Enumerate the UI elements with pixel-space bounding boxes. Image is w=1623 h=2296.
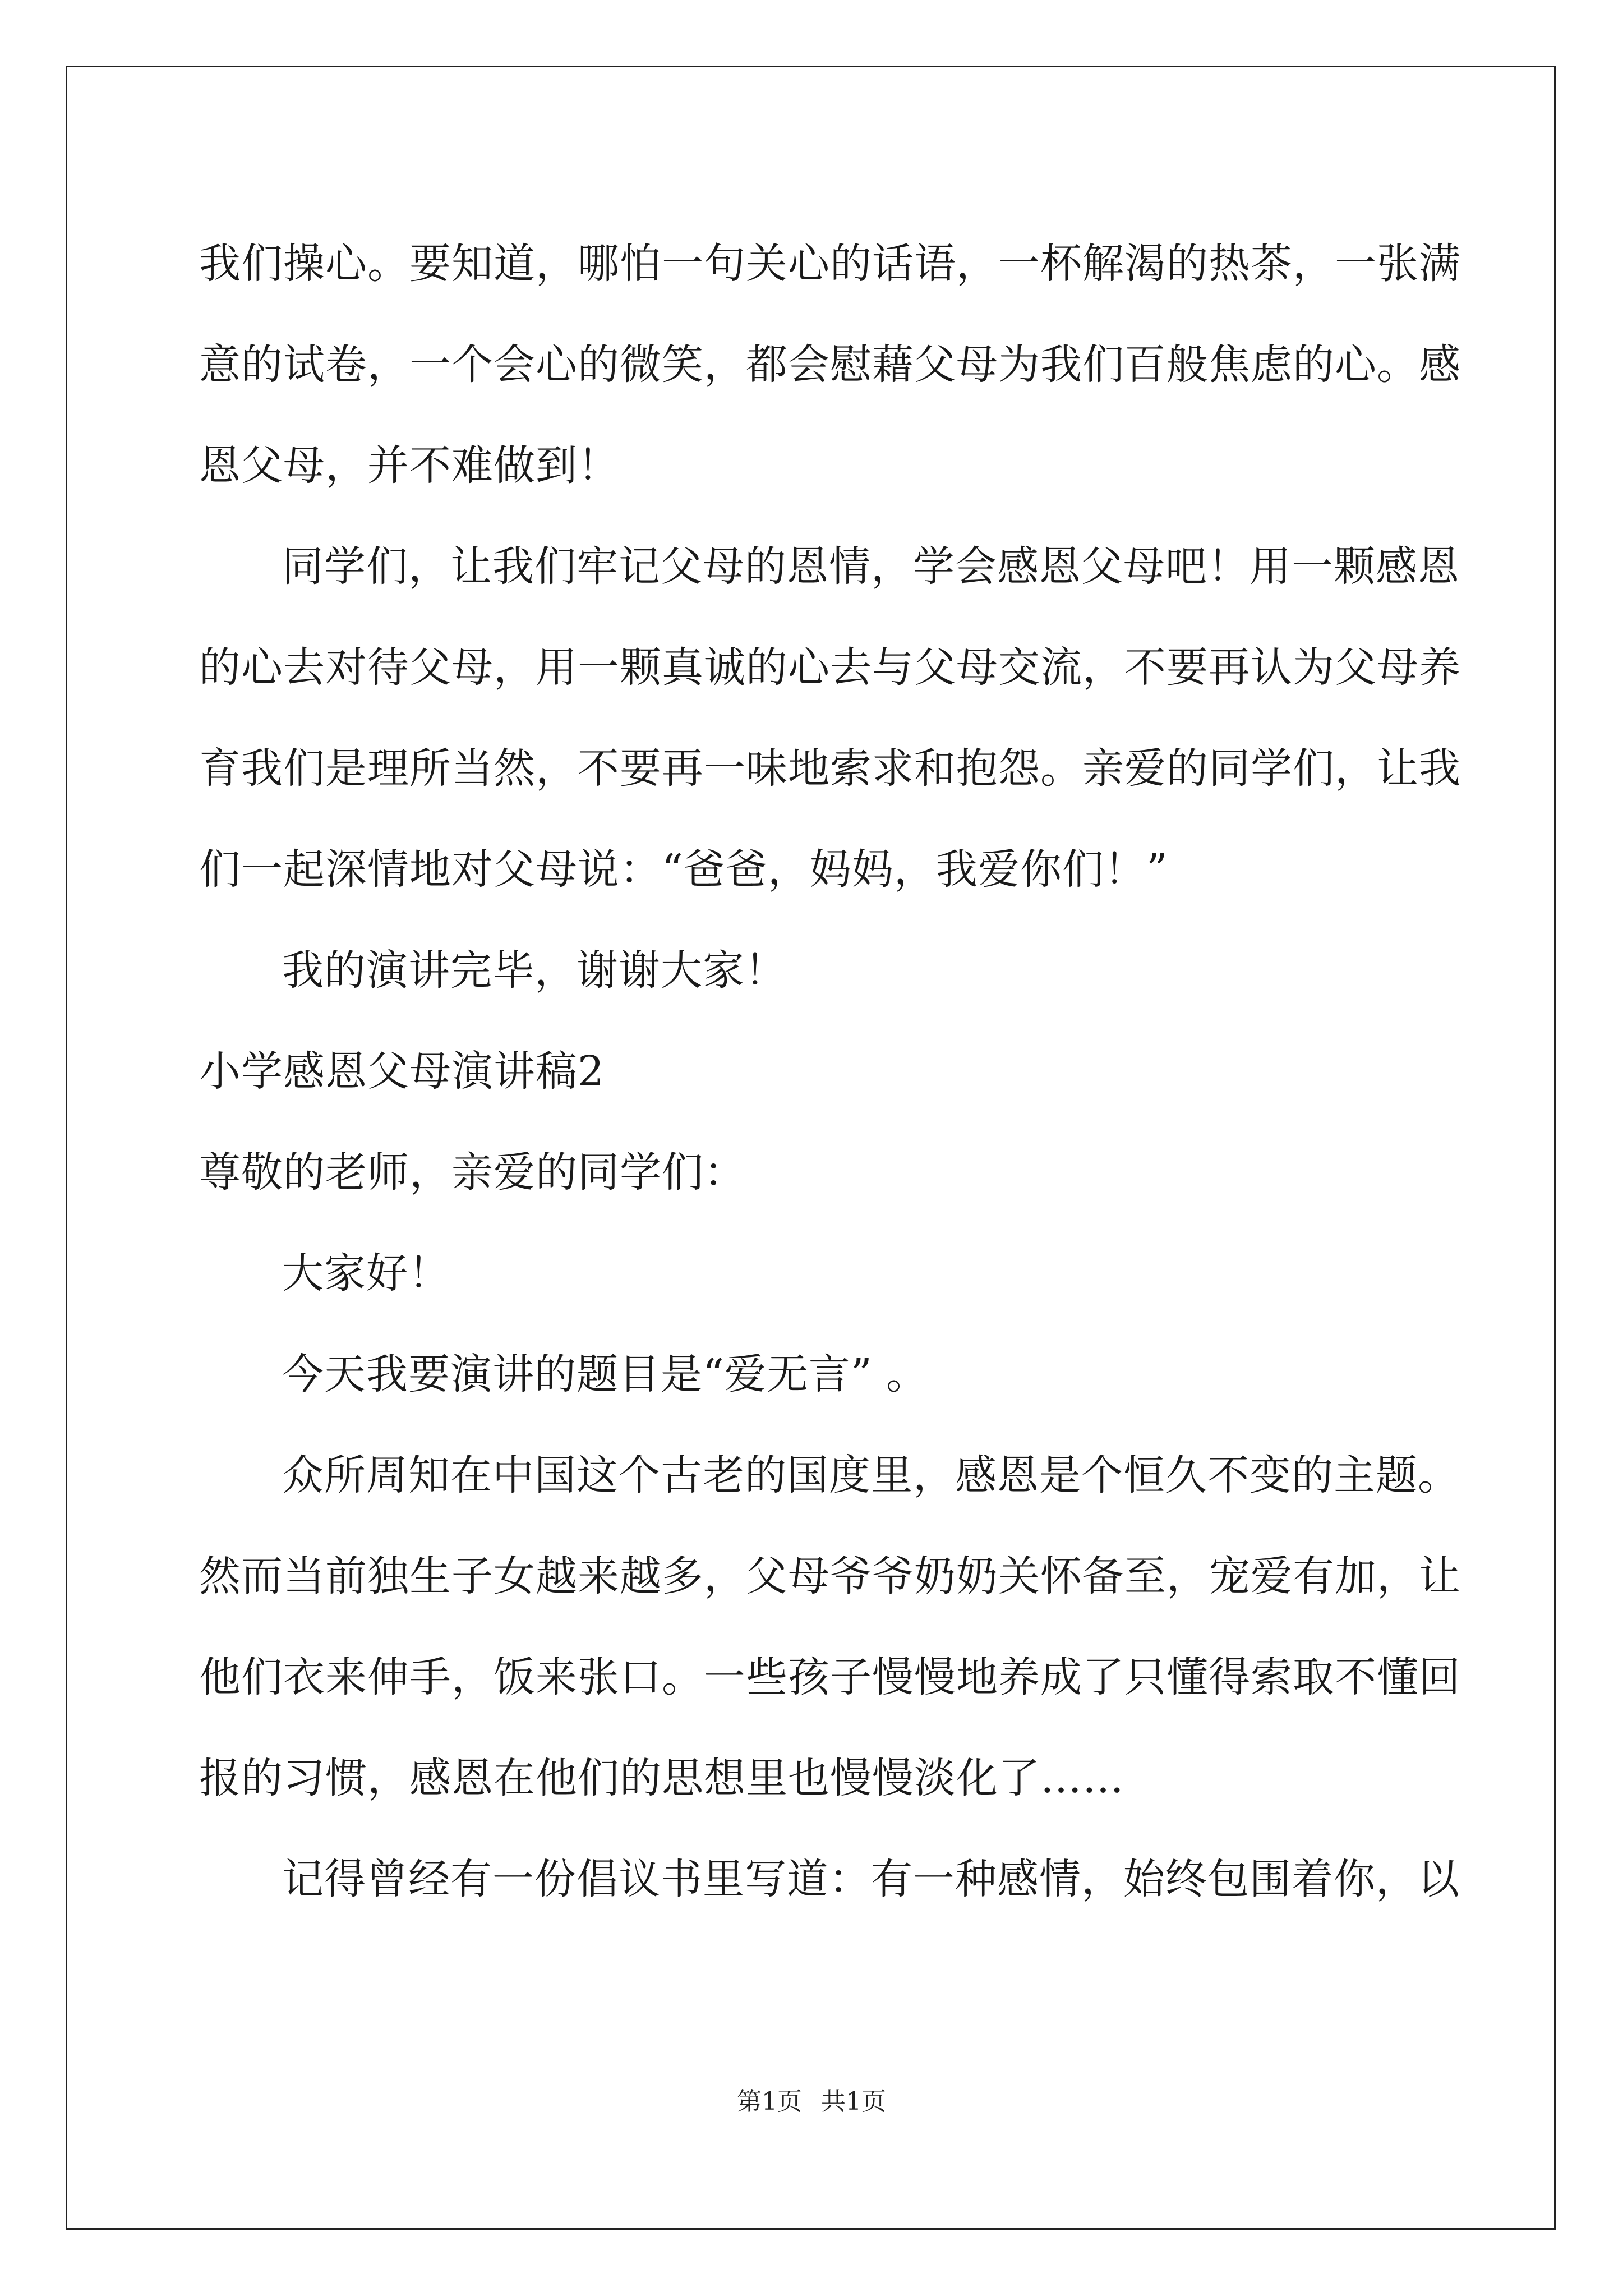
text-line-2: 意的试卷，一个会心的微笑，都会慰藉父母为我们百般焦虑的心。感 [199, 341, 1461, 389]
text-line-12: 今天我要演讲的题目是“爱无言” 。 [282, 1350, 929, 1398]
text-line-4: 同学们，让我们牢记父母的恩情，学会感恩父母吧！用一颗感恩 [282, 542, 1460, 591]
page-number: 第1页 [737, 2087, 802, 2116]
text-line-17: 记得曾经有一份倡议书里写道：有一种感情，始终包围着你，以 [282, 1855, 1460, 1903]
salutation: 尊敬的老师，亲爱的同学们： [199, 1148, 746, 1197]
page-footer [0, 2081, 1623, 2117]
text-line-14: 然而当前独生子女越来越多，父母爷爷奶奶关怀备至，宠爱有加，让 [199, 1552, 1461, 1600]
text-line-16: 报的习惯，感恩在他们的思想里也慢慢淡化了…… [199, 1754, 1124, 1802]
text-line-13: 众所周知在中国这个古老的国度里，感恩是个恒久不变的主题。 [282, 1451, 1460, 1499]
text-line-15: 他们衣来伸手，饭来张口。一些孩子慢慢地养成了只懂得索取不懂回 [199, 1653, 1461, 1701]
text-line-6: 育我们是理所当然，不要再一味地索求和抱怨。亲爱的同学们，让我 [199, 744, 1461, 793]
document-body [199, 213, 1461, 1930]
text-line-1: 我们操心。要知道，哪怕一句关心的话语，一杯解渴的热茶，一张满 [199, 240, 1461, 288]
greeting: 大家好！ [282, 1249, 450, 1297]
text-line-5: 的心去对待父母，用一颗真诚的心去与父母交流，不要再认为父母养 [199, 643, 1461, 692]
text-line-3: 恩父母，并不难做到！ [199, 441, 620, 490]
section-title: 小学感恩父母演讲稿2 [199, 1047, 605, 1096]
text-line-8: 我的演讲完毕，谢谢大家！ [282, 946, 787, 995]
text-line-7: 们一起深情地对父母说：“爸爸，妈妈，我爱你们！” [199, 845, 1168, 894]
page-total: 共1页 [821, 2087, 886, 2116]
